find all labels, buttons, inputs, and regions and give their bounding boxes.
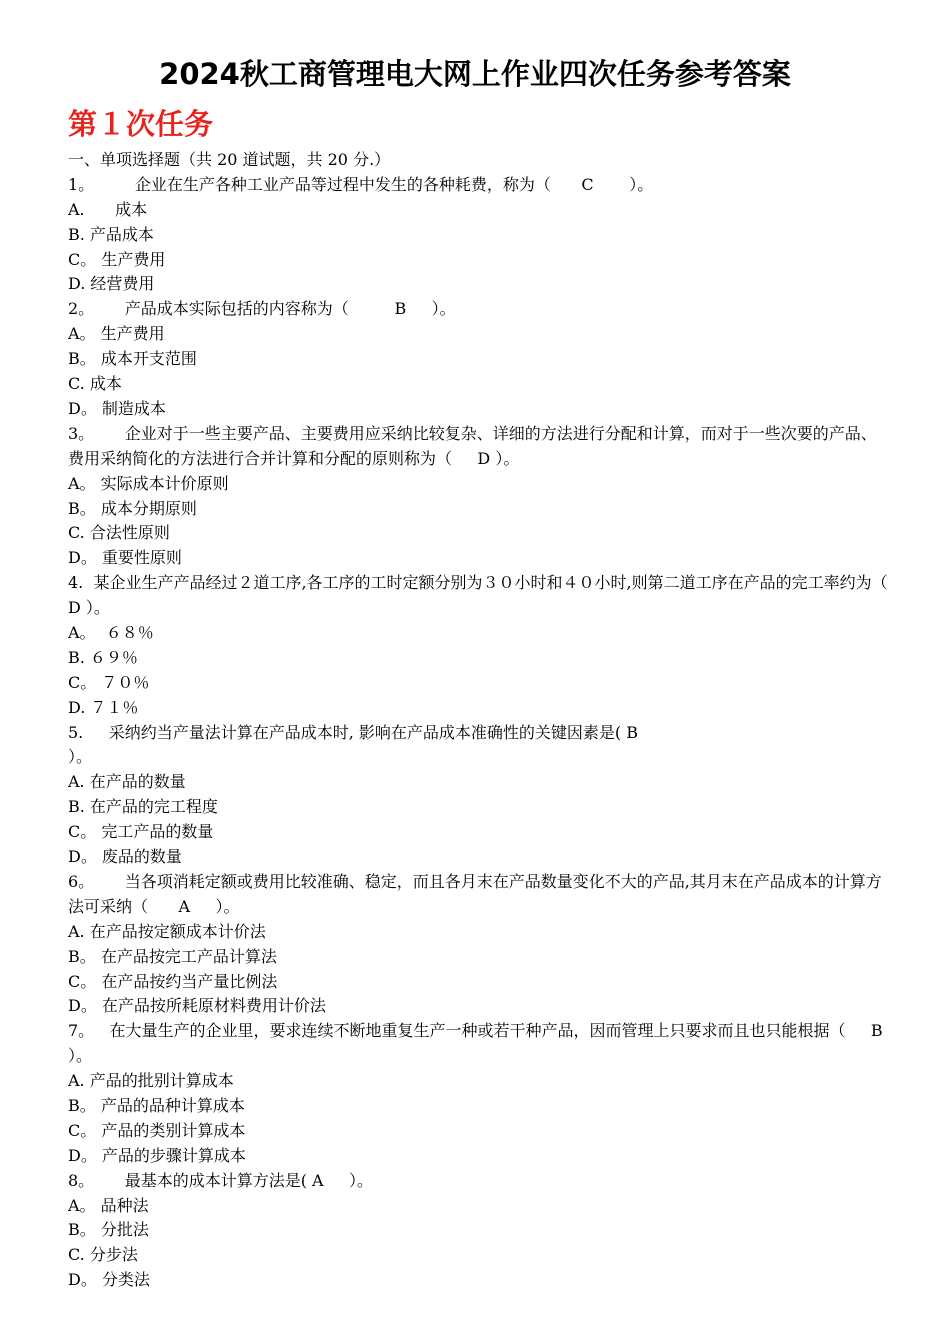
option-a: A。 ６８％ [68,622,154,642]
question-stem: 6。 当各项消耗定额或费用比较准确、稳定，而且各月末在产品数量变化不大的产品,其月末在产品成本的计算方法可采纳（ A ）。 [68,871,882,916]
option-d: D。 制造成本 [68,398,166,418]
option-d: D。 在产品按所耗原材料费用计价法 [68,996,326,1016]
option-c: C。 产品的类别计算成本 [68,1120,246,1140]
question-stem: 3。 企业对于一些主要产品、主要费用应采纳比较复杂、详细的方法进行分配和计算，而对于一些次要的产品、费用采纳简化的方法进行合并计算和分配的原则称为（ D ）。 [68,423,877,468]
question-6 [68,870,888,1019]
option-b: B. 产品成本 [68,224,154,244]
option-d: D. 经营费用 [68,274,155,294]
option-d: D。 产品的步骤计算成本 [68,1145,246,1165]
option-a: A. 在产品的数量 [68,772,186,792]
option-d: D。 分类法 [68,1270,150,1290]
task-heading: 第１次任务 [68,107,214,141]
option-a: A. 产品的批别计算成本 [68,1071,234,1091]
option-c: C. 合法性原则 [68,523,170,543]
question-stem: 7。 在大量生产的企业里，要求连续不断地重复生产一种或若干种产品，因而管理上只要求而且也只能根据（ B ）。 [68,1021,919,1066]
option-c: C。 完工产品的数量 [68,822,214,842]
option-d: D。 重要性原则 [68,548,182,568]
question-2 [68,297,888,421]
option-b: B. ６９％ [68,647,138,667]
option-a: A。 实际成本计价原则 [68,473,229,493]
question-stem: 8。 最基本的成本计算方法是( A ）。 [68,1170,374,1190]
option-c: C。 ７０％ [68,672,150,692]
option-a: A. 在产品按定额成本计价法 [68,921,266,941]
option-c: C。 生产费用 [68,249,166,269]
question-stem: 4. 某企业生产产品经过２道工序,各工序的工时定额分别为３０小时和４０小时,则第二道工序在产品的完工率约为（ D ）。 [68,573,903,618]
option-d: D. ７１％ [68,697,139,717]
question-5 [68,721,888,870]
option-b: B。 在产品按完工产品计算法 [68,946,277,966]
question-list [68,148,919,1293]
question-7 [68,1019,919,1168]
option-c: C。 在产品按约当产量比例法 [68,971,278,991]
option-a: A。 生产费用 [68,324,165,344]
option-c: C. 成本 [68,374,122,394]
question-stem: 1。 企业在生产各种工业产品等过程中发生的各种耗费，称为（ C ）。 [68,174,654,194]
question-stem: 5. 采纳约当产量法计算在产品成本时, 影响在产品成本准确性的关键因素是( B ）。 [68,722,638,767]
option-a: A. 成本 [68,199,148,219]
option-b: B. 在产品的完工程度 [68,797,218,817]
document-title: 2024秋工商管理电大网上作业四次任务参考答案 [159,57,791,91]
option-b: B。 产品的品种计算成本 [68,1096,245,1115]
section-heading: 一、单项选择题（共 20 道试题，共 20 分.） [68,150,391,169]
question-3 [68,422,888,571]
option-d: D。 废品的数量 [68,847,182,867]
option-b: B。 成本开支范围 [68,349,197,369]
option-b: B。 分批法 [68,1220,149,1240]
question-stem: 2。 产品成本实际包括的内容称为（ B ）。 [68,299,456,319]
option-c: C. 分步法 [68,1245,138,1265]
question-1 [68,173,888,297]
question-4 [68,571,903,720]
question-8 [68,1169,888,1293]
option-b: B。 成本分期原则 [68,498,197,518]
option-a: A。 品种法 [68,1195,149,1215]
